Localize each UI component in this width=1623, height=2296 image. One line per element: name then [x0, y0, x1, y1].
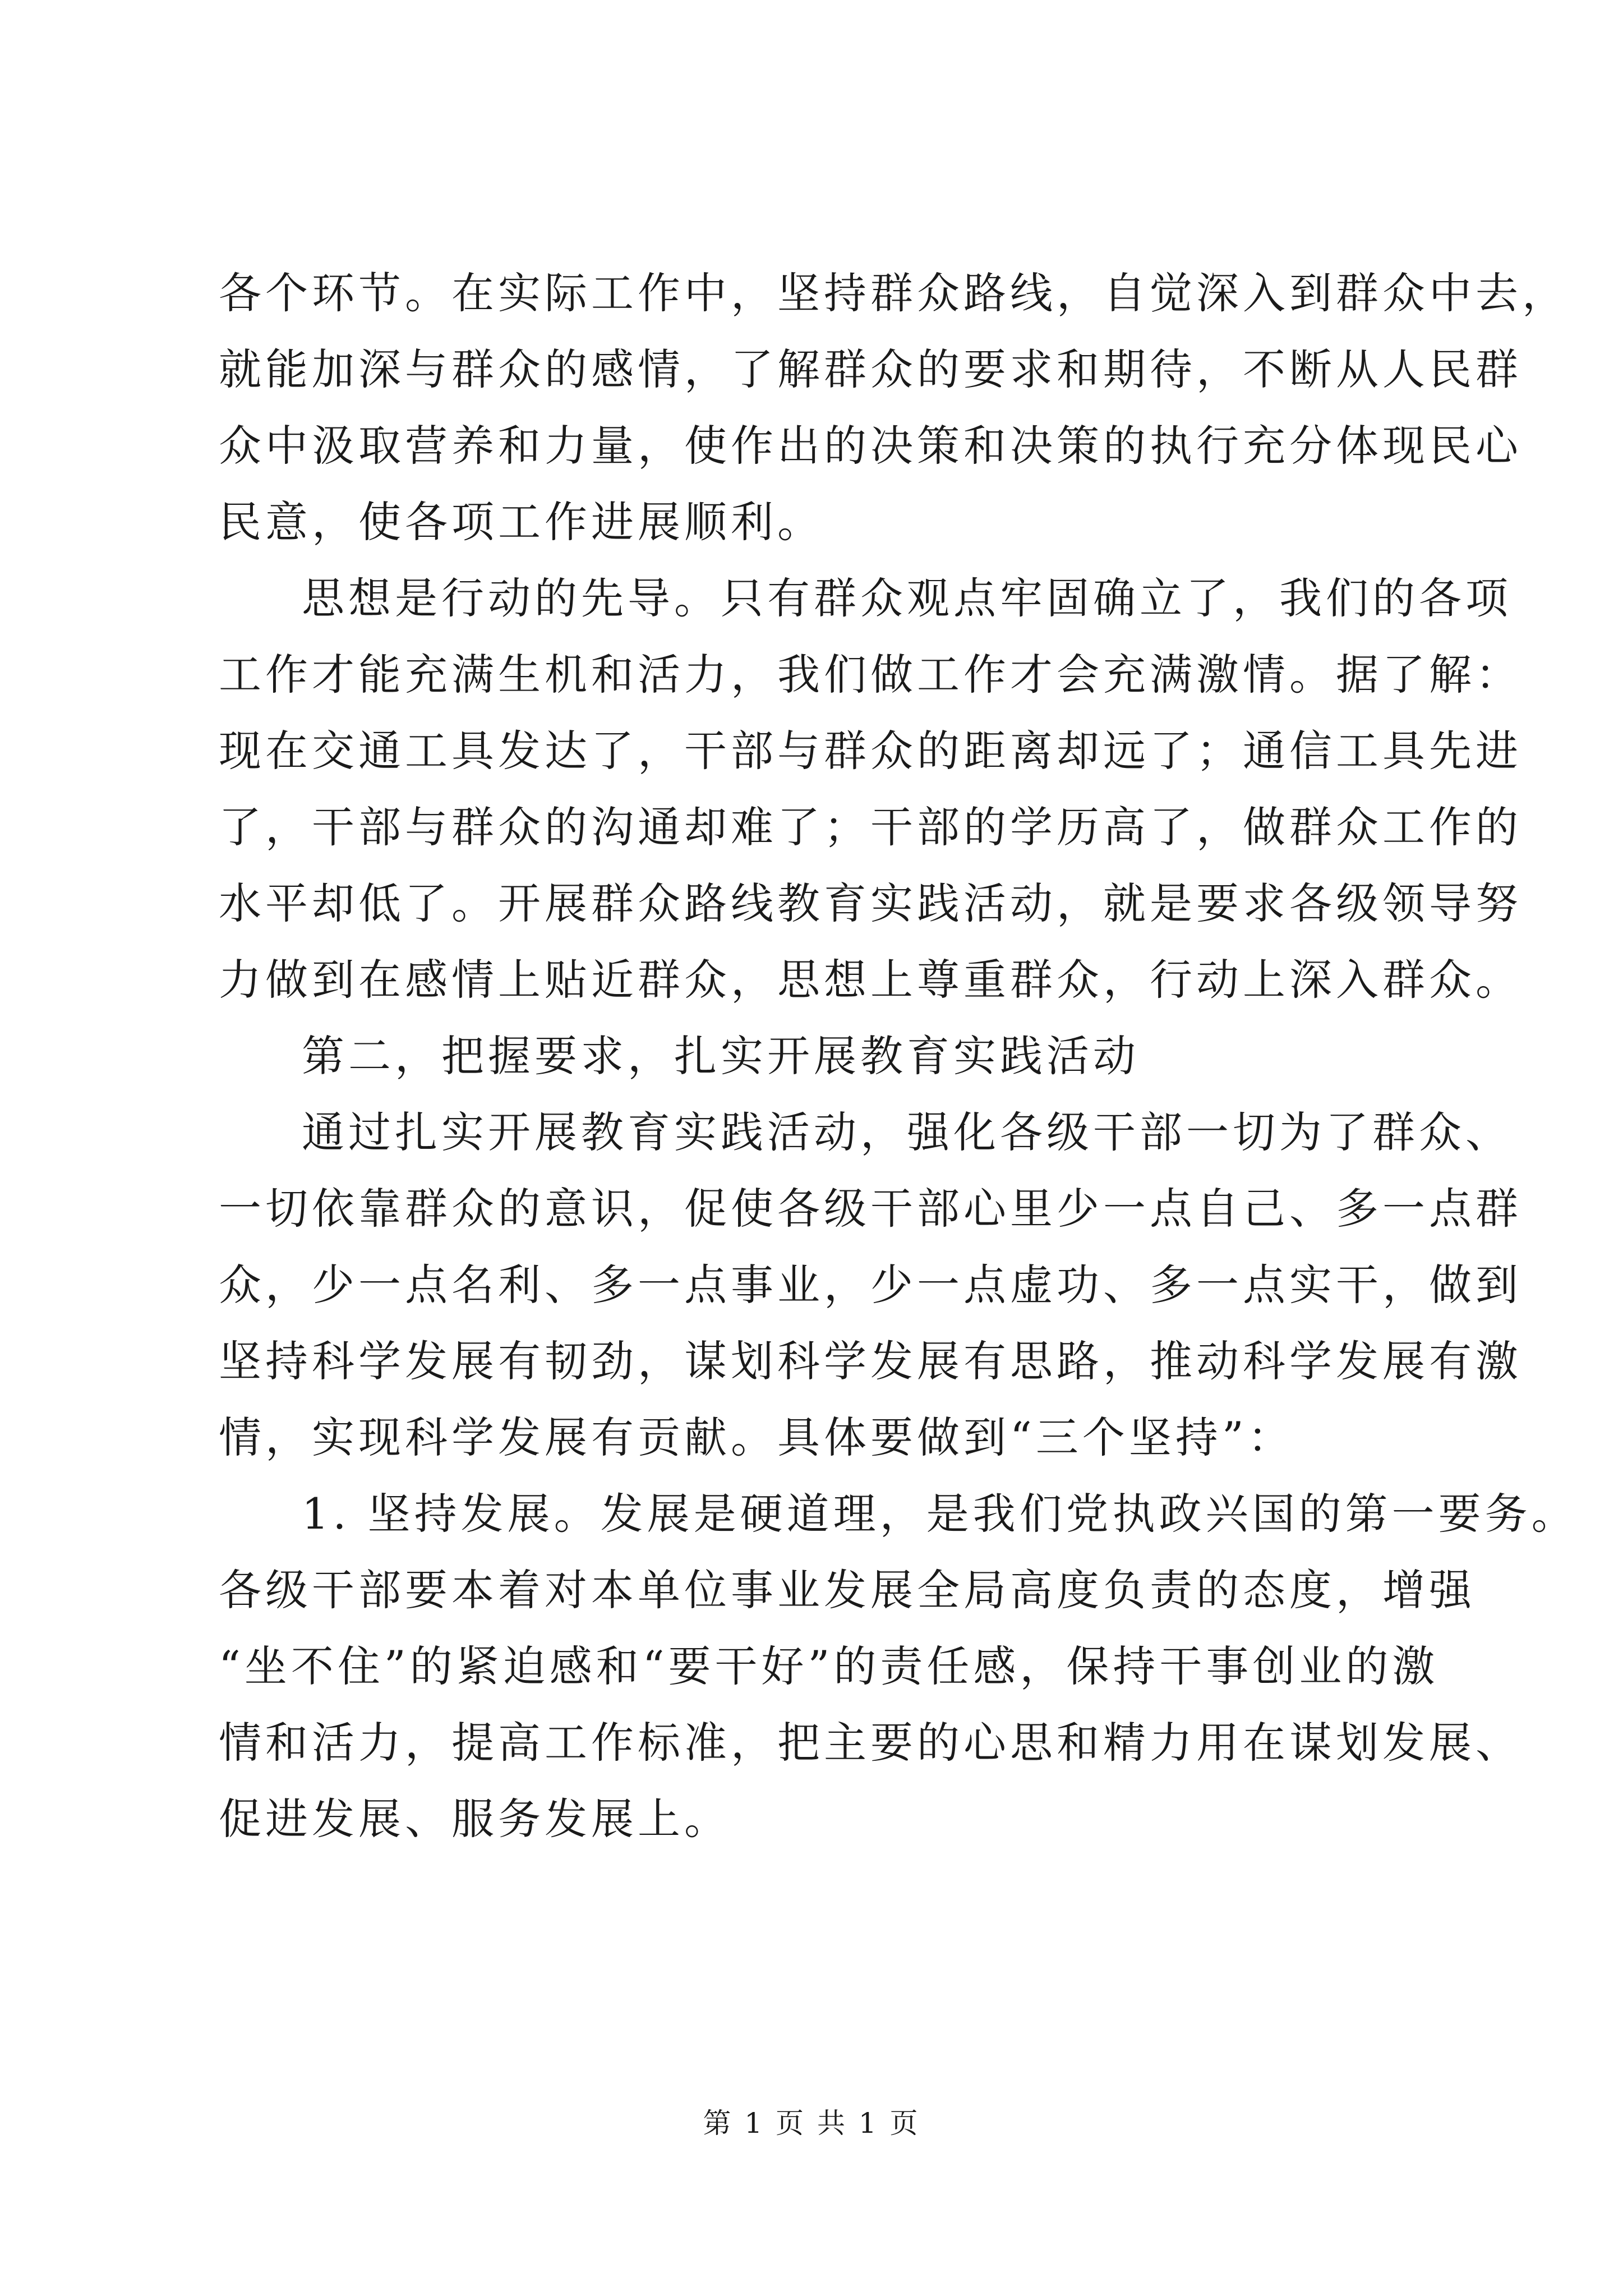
- text-line: 促进发展、服务发展上。: [219, 1794, 731, 1844]
- text-line: 情，实现科学发展有贡献。具体要做到“三个坚持”：: [219, 1412, 1294, 1462]
- text-line: 就能加深与群众的感情，了解群众的要求和期待，不断从人民群: [219, 344, 1522, 394]
- paragraph-first-line: 思想是行动的先导。只有群众观点牢固确立了，我们的各项: [302, 573, 1512, 623]
- text-line: 各个环节。在实际工作中，坚持群众路线，自觉深入到群众中去，: [219, 268, 1569, 318]
- text-line: 现在交通工具发达了，干部与群众的距离却远了；通信工具先进: [219, 726, 1522, 776]
- text-line: “坐不住”的紧迫感和“要干好”的责任感，保持干事创业的激: [219, 1641, 1439, 1691]
- paragraph-first-line: 通过扎实开展教育实践活动，强化各级干部一切为了群众、: [302, 1107, 1512, 1157]
- section-heading: 第二，把握要求，扎实开展教育实践活动: [302, 1031, 1140, 1081]
- text-line: 民意，使各项工作进展顺利。: [219, 497, 824, 547]
- text-line: 了，干部与群众的沟通却难了；干部的学历高了，做群众工作的: [219, 802, 1522, 852]
- document-body: [219, 255, 1578, 1857]
- text-line: 一切依靠群众的意识，促使各级干部心里少一点自己、多一点群: [219, 1184, 1522, 1234]
- text-line: 力做到在感情上贴近群众，思想上尊重群众，行动上深入群众。: [219, 955, 1522, 1005]
- paragraph-first-line: 1. 坚持发展。发展是硬道理，是我们党执政兴国的第一要务。: [302, 1489, 1578, 1539]
- text-line: 各级干部要本着对本单位事业发展全局高度负责的态度，增强: [219, 1565, 1476, 1615]
- text-line: 众，少一点名利、多一点事业，少一点虚功、多一点实干，做到: [219, 1260, 1522, 1310]
- page-number-footer: 第 1 页 共 1 页: [703, 2107, 920, 2139]
- text-line: 坚持科学发展有韧劲，谋划科学发展有思路，推动科学发展有激: [219, 1336, 1522, 1386]
- text-line: 众中汲取营养和力量，使作出的决策和决策的执行充分体现民心: [219, 421, 1522, 471]
- text-line: 水平却低了。开展群众路线教育实践活动，就是要求各级领导努: [219, 878, 1522, 928]
- text-line: 情和活力，提高工作标准，把主要的心思和精力用在谋划发展、: [219, 1718, 1522, 1768]
- text-line: 工作才能充满生机和活力，我们做工作才会充满激情。据了解：: [219, 650, 1522, 700]
